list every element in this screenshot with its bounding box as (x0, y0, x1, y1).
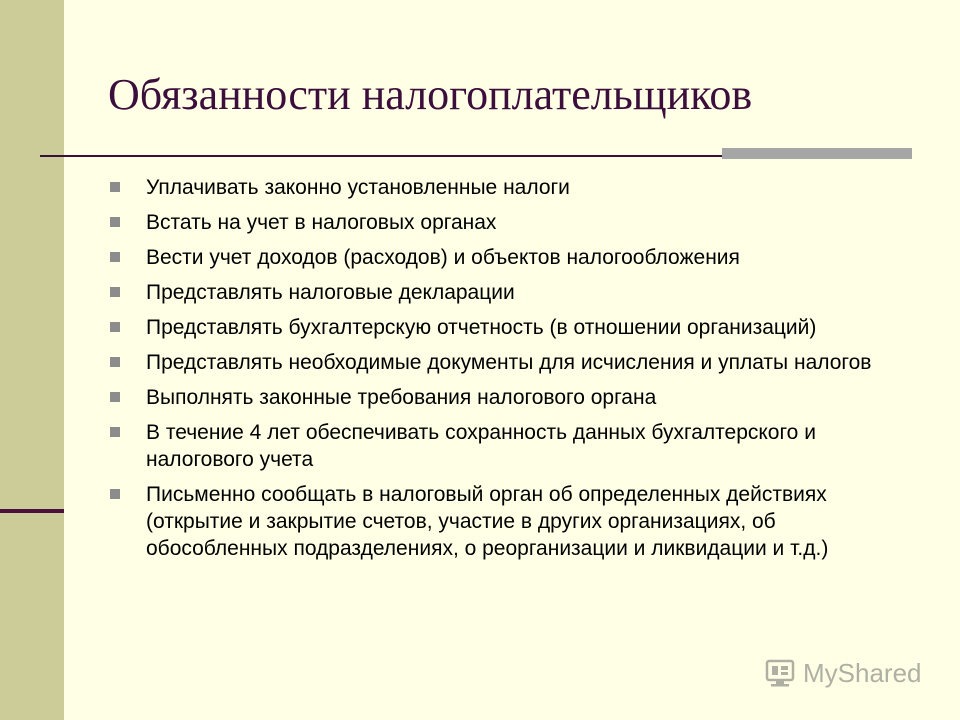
square-bullet-icon (110, 252, 120, 262)
watermark-text: MyShared (803, 657, 922, 688)
bullet-text: Представлять налоговые декларации (146, 281, 515, 304)
list-item (108, 481, 898, 562)
slide-title: Обязанности налогоплательщиков (108, 70, 753, 119)
list-item (108, 209, 898, 236)
square-bullet-icon (110, 322, 120, 332)
square-bullet-icon (110, 489, 120, 499)
bullet-text: Уплачивать законно установленные налоги (146, 176, 570, 199)
list-item (108, 314, 898, 341)
bullet-text: Выполнять законные требования налогового органа (146, 386, 657, 409)
list-item (108, 384, 898, 411)
side-strip (0, 0, 64, 720)
bullet-text: Представлять необходимые документы для исчисления и уплаты налогов (146, 351, 872, 374)
list-item (108, 419, 898, 473)
square-bullet-icon (110, 287, 120, 297)
myshared-logo-icon (765, 658, 799, 688)
list-item (108, 349, 898, 376)
title-accent-bar (722, 148, 912, 159)
bullet-text: Представлять бухгалтерскую отчетность (в отношении организаций) (146, 316, 817, 339)
list-item (108, 244, 898, 271)
square-bullet-icon (110, 182, 120, 192)
square-bullet-icon (110, 217, 120, 227)
bullet-list (108, 174, 898, 570)
square-bullet-icon (110, 392, 120, 402)
bullet-text: Письменно сообщать в налоговый орган об определенных действиях (открытие и закрытие счетов, участие в других организациях, об обособленных подразделениях, о реорганизации и ликвидации и т.д.) (146, 483, 829, 560)
square-bullet-icon (110, 357, 120, 367)
bullet-text: В течение 4 лет обеспечивать сохранность данных бухгалтерского и налогового учета (146, 421, 816, 471)
list-item (108, 174, 898, 201)
bullet-text: Вести учет доходов (расходов) и объектов налогообложения (146, 246, 740, 269)
square-bullet-icon (110, 427, 120, 437)
list-item (108, 279, 898, 306)
bullet-text: Встать на учет в налоговых органах (146, 211, 497, 234)
watermark (765, 656, 922, 690)
side-accent-bar (0, 509, 64, 513)
